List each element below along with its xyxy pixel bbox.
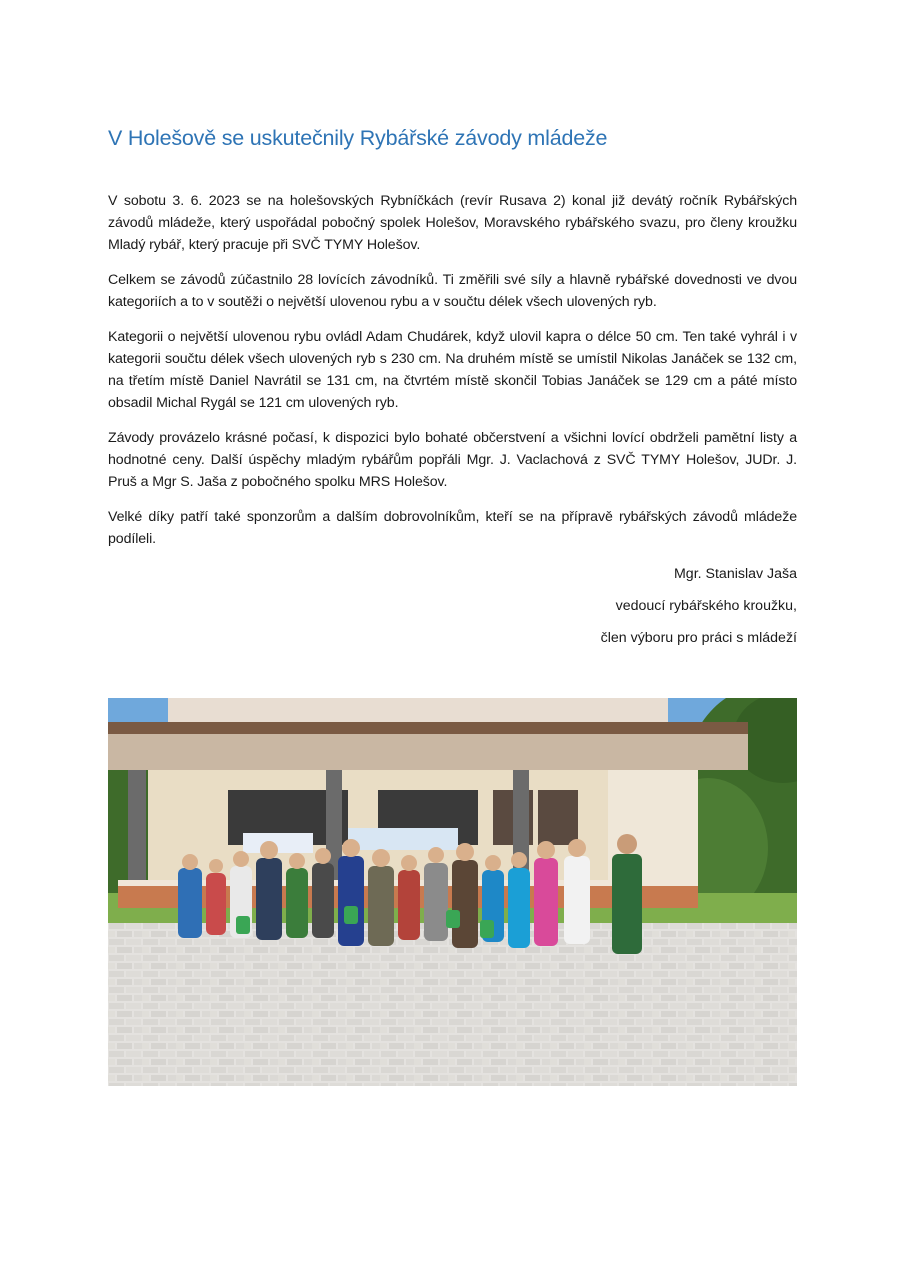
group-photo-illustration [108, 698, 797, 1086]
signature-role: vedoucí rybářského kroužku, [615, 598, 797, 614]
signature-name: Mgr. Stanislav Jaša [673, 566, 797, 582]
article-body [108, 190, 797, 563]
paragraph-results: Kategorii o největší ulovenou rybu ovládl Adam Chudárek, když ulovil kapra o délce 50 cm. Ten také vyhrál i v kategorii součtu délek všech ulovených ryb s 230 cm. Na druhém místě se umístil Nikolas Janáček se 132 cm, na třetím místě Daniel Navrátil se 131 cm, na čtvrtém místě skončil Tobias Janáček se 129 cm a páté místo obsadil Michal Rygál se 121 cm ulovených ryb. [108, 329, 797, 411]
signature-block [397, 563, 797, 659]
paragraph-weather: Závody provázelo krásné počasí, k dispozici bylo bohaté občerstvení a všichni lovící obdrželi pamětní listy a hodnotné ceny. Další úspěchy mladým rybářům popřáli Mgr. J. Vaclachová z SVČ TYMY Holešov, JUDr. J. Pruš a Mgr S. Jaša z pobočného spolku MRS Holešov. [108, 430, 797, 490]
paragraph-intro: V sobotu 3. 6. 2023 se na holešovských Rybníčkách (revír Rusava 2) konal již devátý ročník Rybářských závodů mládeže, který uspořádal pobočný spolek Holešov, Moravského rybářského svazu, pro členy kroužku Mladý rybář, který pracuje při SVČ TYMY Holešov. [108, 193, 797, 253]
group-photo [108, 698, 797, 1086]
article-title: V Holešově se uskutečnily Rybářské závody mládeže [108, 126, 608, 150]
paragraph-participants: Celkem se závodů zúčastnilo 28 lovících závodníků. Ti změřili své síly a hlavně rybářské dovednosti ve dvou kategoriích a to v soutěži o největší ulovenou rybu a v součtu délek všech ulovených ryb. [108, 272, 797, 310]
signature-committee: člen výboru pro práci s mládeží [600, 630, 797, 646]
paragraph-thanks: Velké díky patří také sponzorům a dalším dobrovolníkům, kteří se na přípravě rybářských závodů mládeže podíleli. [108, 509, 797, 547]
